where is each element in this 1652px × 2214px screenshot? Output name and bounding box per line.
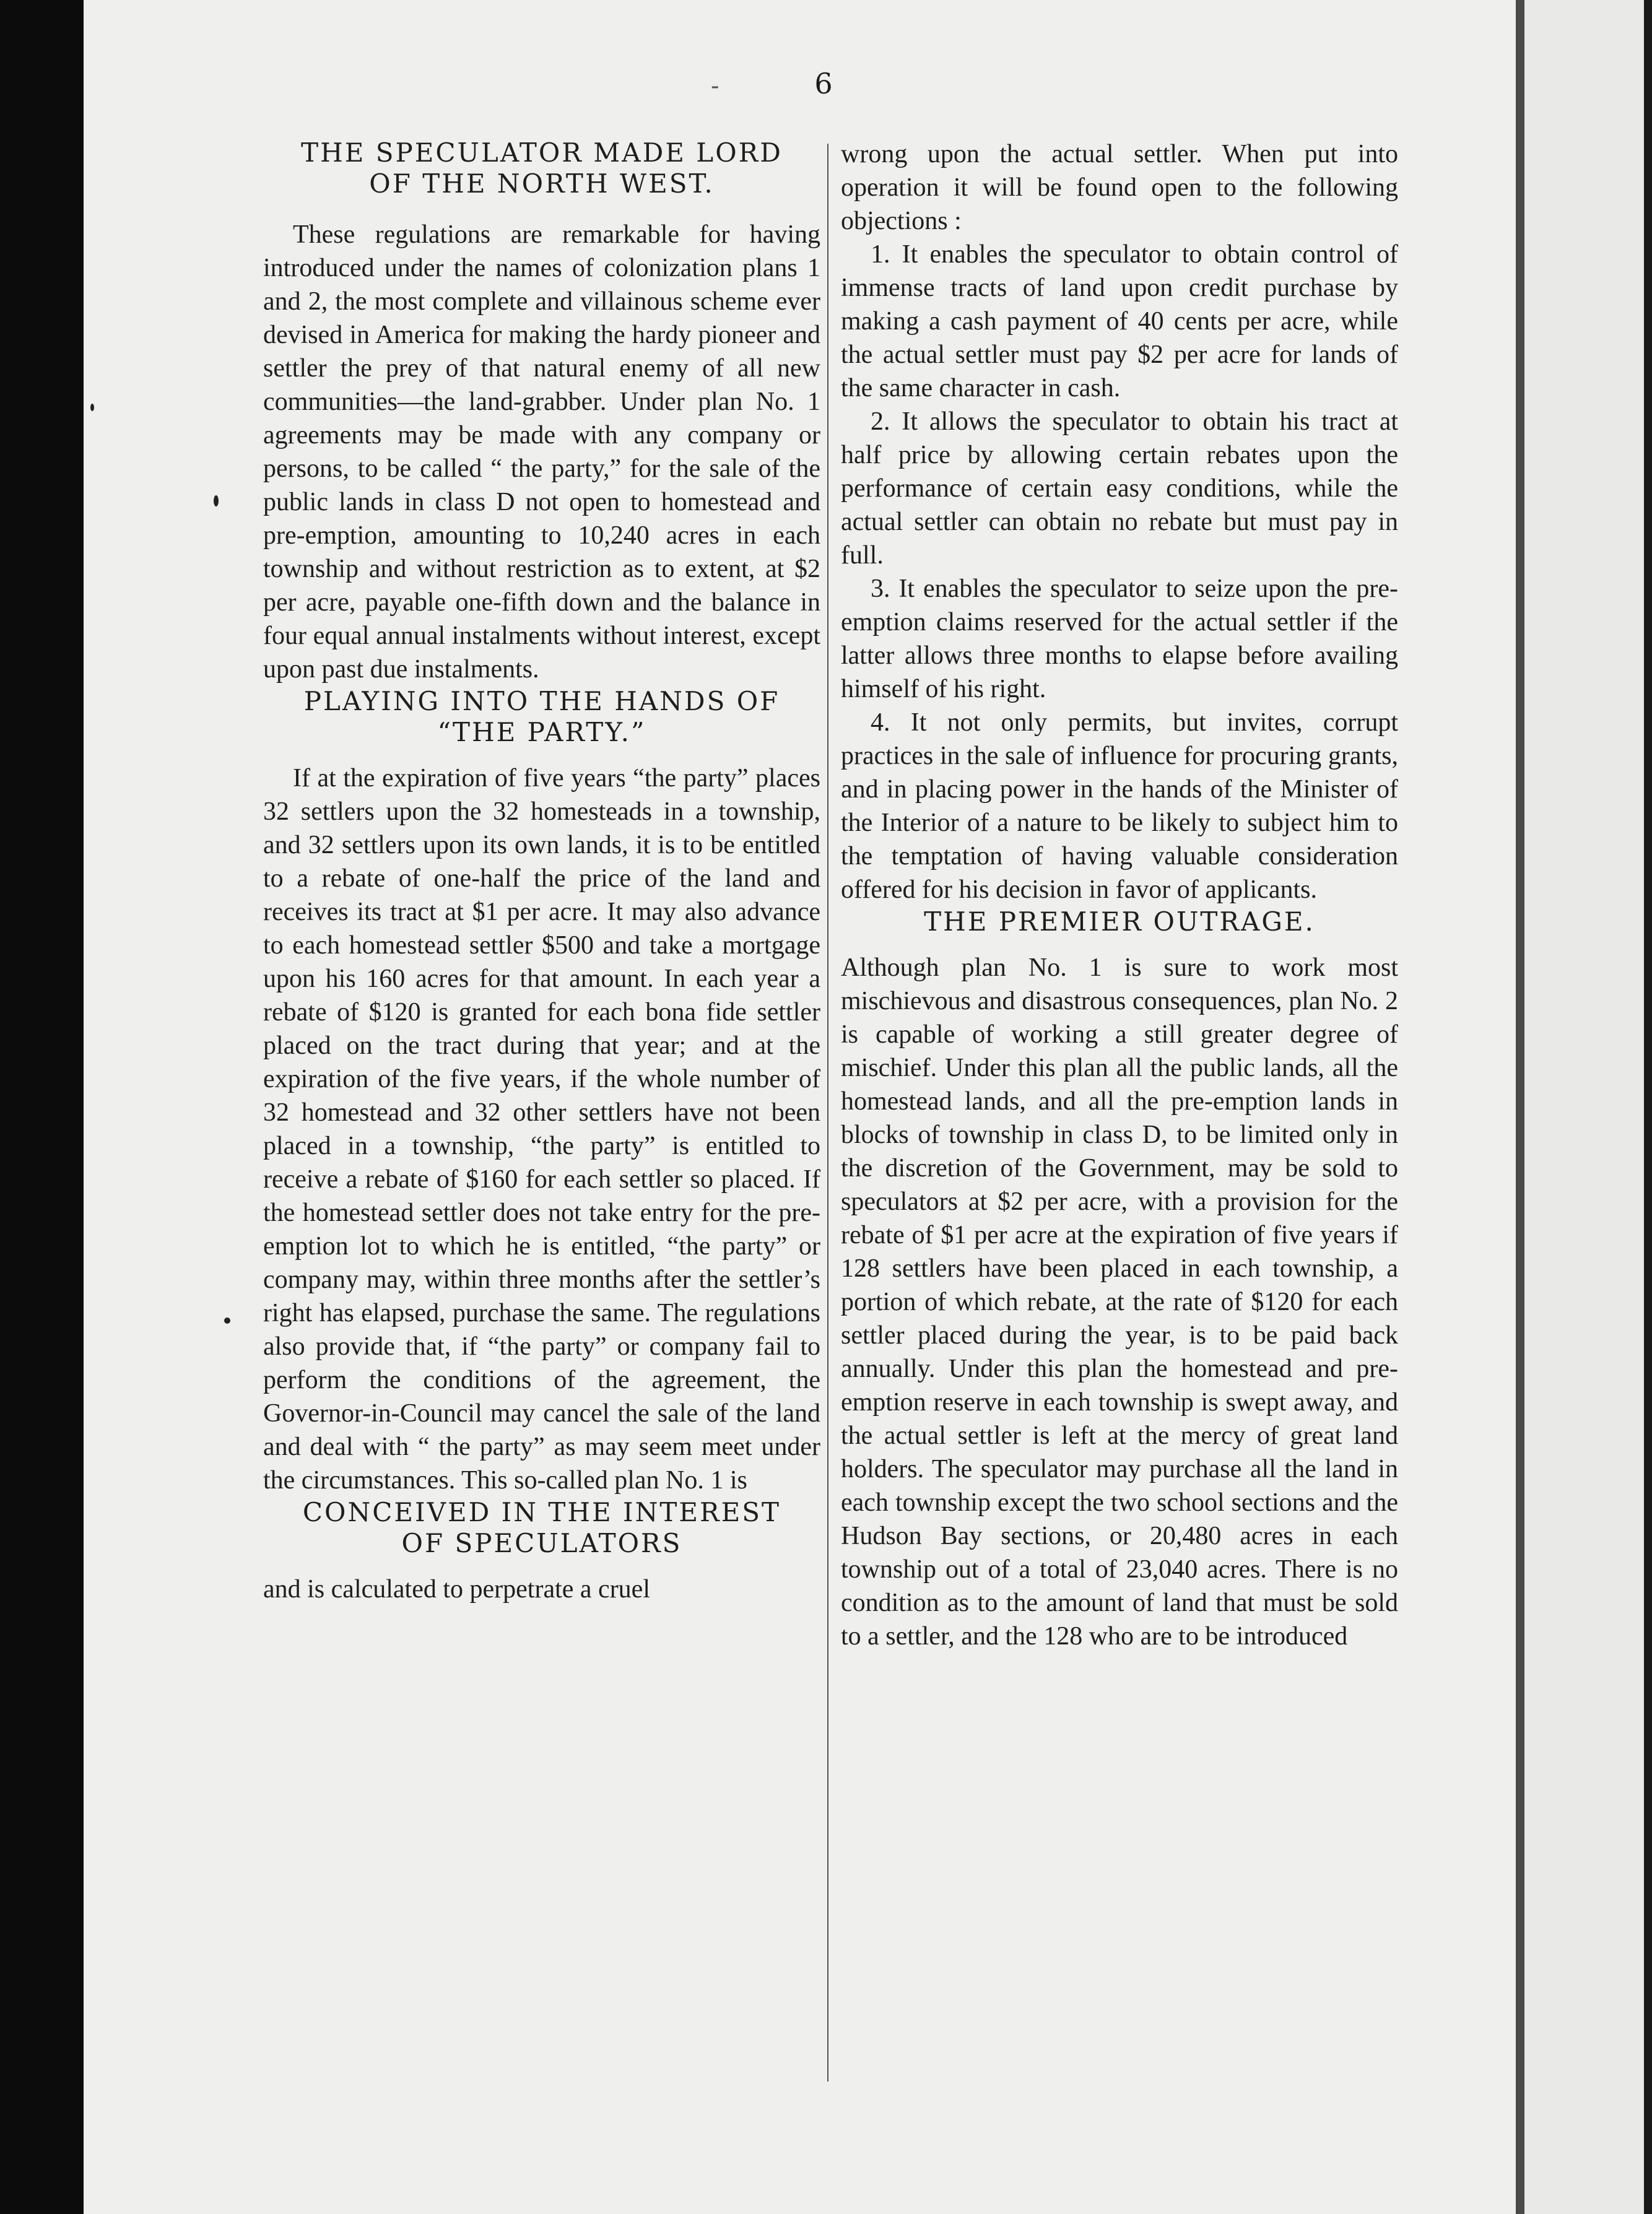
heading-speculator-lord: THE SPECULATOR MADE LORD OF THE NORTH WEST. bbox=[301, 137, 783, 199]
objection-item-4: 4. It not only permits, but invites, corrupt practices in the sale of influence for procuring grants, and in placing power in the hands of the Minister of the Interior of a nature to be likely to subject him to the temptation of having valuable consideration offered for his decision in favor of applicants. bbox=[841, 708, 1398, 904]
ink-speck bbox=[224, 1318, 230, 1324]
objection-item-2: 2. It allows the speculator to obtain his tract at half price by allowing certain rebates upon the performance of certain easy conditions, while the actual settler can obtain no rebate but must pay in full. bbox=[841, 407, 1398, 570]
facing-page-edge bbox=[1524, 0, 1652, 2214]
left-column bbox=[263, 137, 820, 1606]
objection-item-1: 1. It enables the speculator to obtain control of immense tracts of land upon credit purchase by making a cash payment of 40 cents per acre, while the actual settler must pay $2 per acre for lands of the same character in cash. bbox=[841, 240, 1398, 402]
book-spine-shadow bbox=[1516, 0, 1524, 2214]
paragraph-plan-two: Although plan No. 1 is sure to work most mischievous and disastrous consequences, plan No. 2 is capable of working a still greater degree of mischief. Under this plan all the public lands, all the homestead lands, and all the pre-emption lands in blocks of township in class D, to be limited only in the discretion of the Government, may be sold to speculators at $2 per acre, with a provision for the rebate of $1 per acre at the expiration of five years if 128 settlers have been placed in each township, a portion of which rebate, at the rate of $120 for each settler placed during the year, is to be paid back annually. Under this plan the homestead and pre-emption reserve in each township is swept away, and the actual settler is left at the mercy of great land holders. The speculator may purchase all the land in each township except the two school sections and the Hudson Bay sections, or 20,480 acres in each township out of a total of 23,040 acres. There is no condition as to the amount of land that must be sold to a settler, and the 128 who are to be introduced bbox=[841, 953, 1398, 1651]
print-mark: - bbox=[711, 72, 719, 100]
heading-playing-into-hands: PLAYING INTO THE HANDS OF “THE PARTY.” bbox=[303, 686, 780, 747]
page-number: 6 bbox=[814, 67, 833, 100]
paragraph-wrong-upon-settler: wrong upon the actual settler. When put into operation it will be found open to the following objections : bbox=[841, 140, 1398, 235]
column-rule bbox=[827, 144, 828, 2082]
right-column bbox=[841, 137, 1398, 1653]
paragraph-regulations: These regulations are remarkable for having introduced under the names of colonization plans 1 and 2, the most complete and villainous scheme ever devised in America for making the hardy pioneer and settler the prey of that natural enemy of all new communities—the land-grabber. Under plan No. 1 agreements may be made with any company or persons, to be called “ the party,” for the sale of the public lands in class D not open to homestead and pre-emption, amounting to 10,240 acres in each township and without restriction as to extent, at $2 per acre, payable one-fifth down and the balance in four equal annual instalments without interest, except upon past due instalments. bbox=[263, 220, 820, 684]
facing-page-border bbox=[1644, 0, 1652, 2214]
heading-conceived-interest: CONCEIVED IN THE INTEREST OF SPECULATORS bbox=[302, 1497, 781, 1558]
ink-speck bbox=[90, 404, 94, 411]
ink-speck bbox=[214, 495, 219, 506]
objection-item-3: 3. It enables the speculator to seize upon the pre-emption claims reserved for the actual settler if the latter allows three months to elapse before availing himself of his right. bbox=[841, 575, 1398, 703]
heading-premier-outrage: THE PREMIER OUTRAGE. bbox=[924, 906, 1315, 937]
paragraph-rebates: If at the expiration of five years “the party” places 32 settlers upon the 32 homesteads in a township, and 32 settlers upon its own lands, it is to be entitled to a rebate of one-half the price of the land and receives its tract at $1 per acre. It may also advance to each homestead settler $500 and take a mortgage upon his 160 acres for that amount. In each year a rebate of $120 is granted for each bona fide settler placed on the tract during that year; and at the expiration of the five years, if the whole number of 32 homestead and 32 other settlers have not been placed in a township, “the party” is entitled to receive a rebate of $160 for each settler so placed. If the homestead settler does not take entry for the pre-emption lot to which he is entitled, “the party” or company may, within three months after the settler’s right has elapsed, purchase the same. The regulations also provide that, if “the party” or company fail to perform the conditions of the agreement, the Governor-in-Council may cancel the sale of the land and deal with “ the party” as may seem meet under the circumstances. This so-called plan No. 1 is bbox=[263, 764, 820, 1495]
paragraph-cruel: and is calculated to perpetrate a cruel bbox=[263, 1575, 650, 1604]
